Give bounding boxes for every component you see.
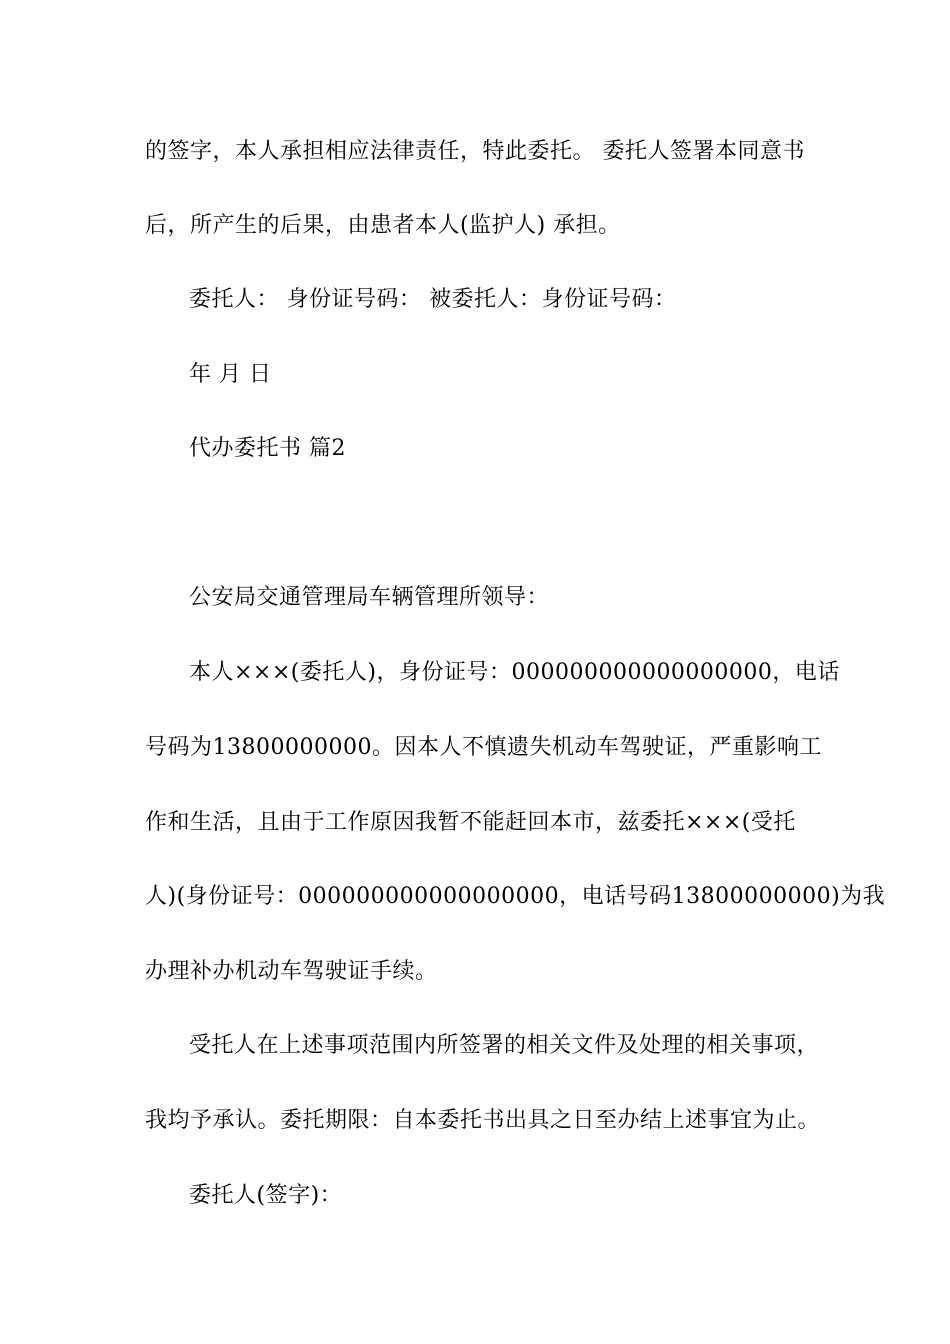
body-text-line: 后，所产生的后果，由患者本人(监护人) 承担。 <box>145 213 621 238</box>
body-text-line: 受托人在上述事项范围内所签署的相关文件及处理的相关事项， <box>189 1033 820 1058</box>
body-text-line: 我均予承认。委托期限：自本委托书出具之日至办结上述事宜为止。 <box>145 1108 821 1133</box>
body-text-line: 号码为13800000000。因本人不慎遗失机动车驾驶证，严重影响工 <box>145 735 822 760</box>
body-text-line: 作和生活，且由于工作原因我暂不能赶回本市，兹委托×××(受托 <box>145 810 796 835</box>
salutation-line: 公安局交通管理局车辆管理所领导： <box>189 585 550 610</box>
body-text-line: 的签字，本人承担相应法律责任，特此委托。 委托人签署本同意书 <box>145 139 805 164</box>
date-line: 年 月 日 <box>189 362 272 387</box>
body-text-line: 办理补办机动车驾驶证手续。 <box>145 959 438 984</box>
signature-line: 委托人(签字)： <box>189 1183 343 1208</box>
signature-fields-line: 委托人： 身份证号码： 被委托人：身份证号码： <box>189 287 677 312</box>
body-text-line: 本人×××(委托人)，身份证号：000000000000000000，电话 <box>189 660 840 685</box>
body-text-line: 人)(身份证号：000000000000000000，电话号码13800000000)为我 <box>145 884 886 909</box>
section-heading: 代办委托书 篇2 <box>189 436 346 461</box>
